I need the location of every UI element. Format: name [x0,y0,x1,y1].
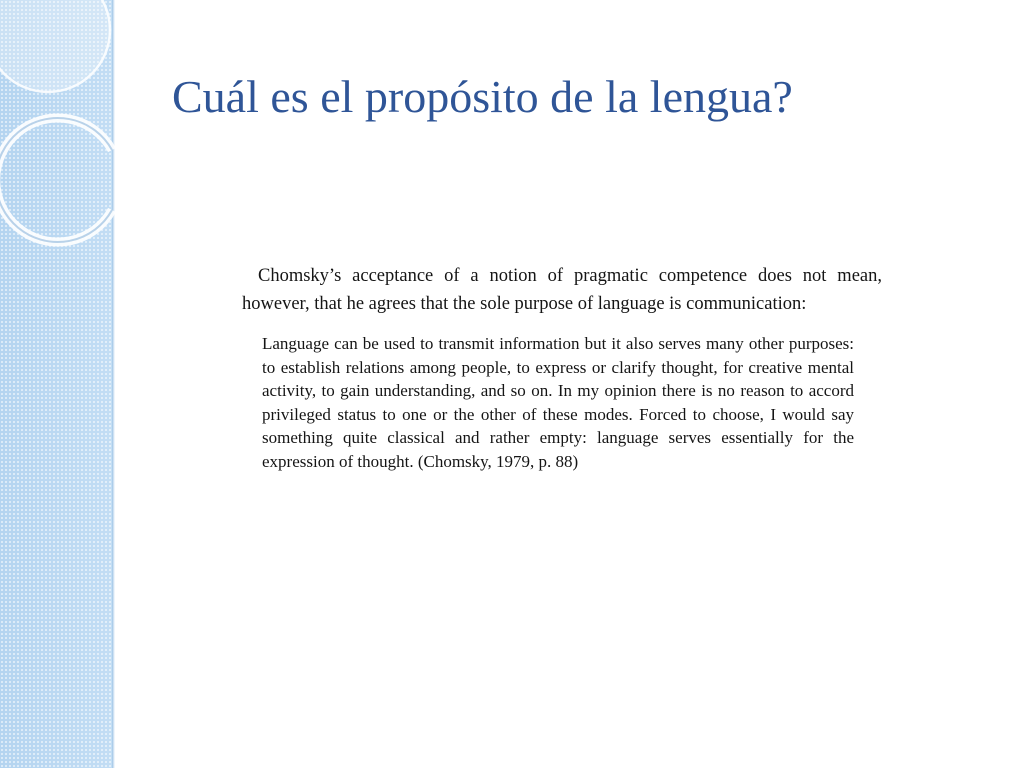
block-quote: Language can be used to transmit information but it also serves many other purposes: to establish relations among people, to express or clarify thought, for creative mental activity, to gain understanding, and so on. In my opinion there is no reason to accord privileged status to one or the other of these modes. Forced to choose, I would say something quite classical and rather empty: language serves essentially for the expression of thought. (Chomsky, 1979, p. 88) [262,334,854,471]
decorative-rings [0,0,180,260]
quote-excerpt [242,262,882,473]
intro-paragraph: Chomsky’s acceptance of a notion of pragmatic competence does not mean, however, that he agrees that the sole purpose of language is communication: [242,266,882,314]
slide-title: Cuál es el propósito de la lengua? [172,71,793,122]
